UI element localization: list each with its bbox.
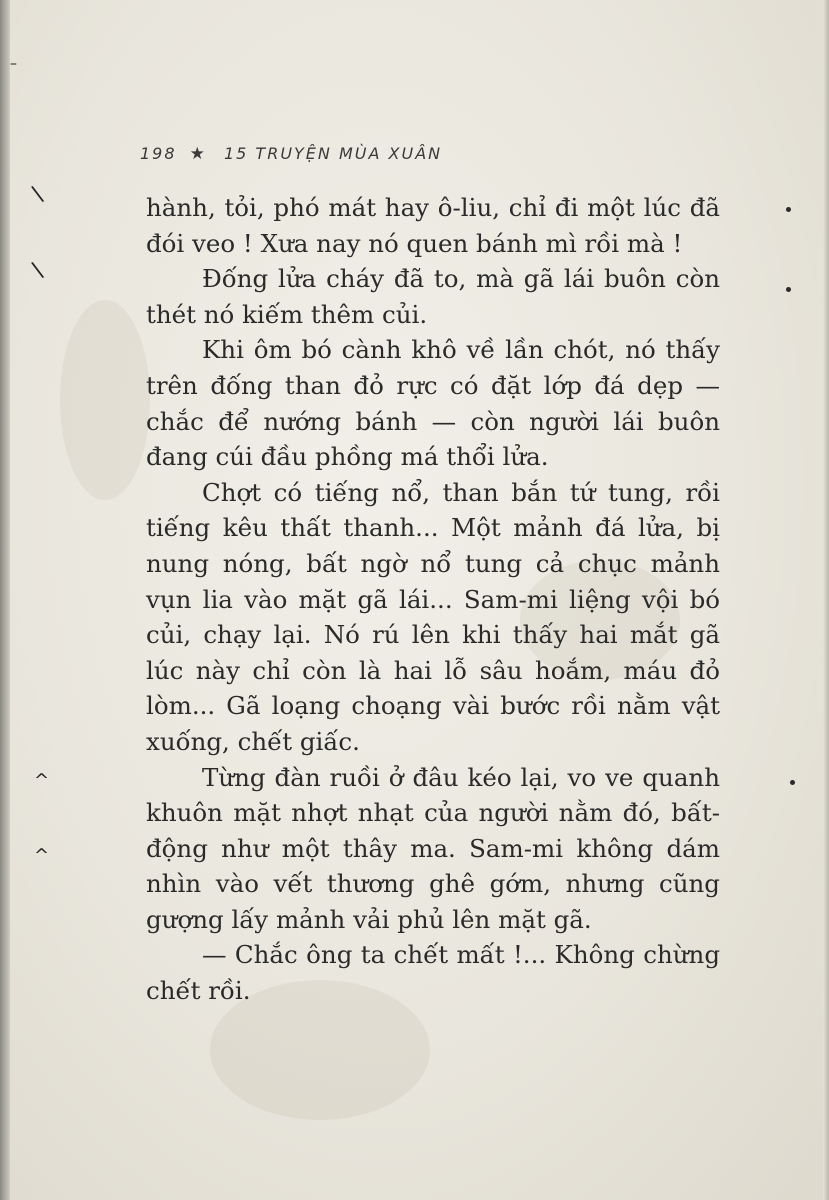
paragraph: — Chắc ông ta chết mất !... Không chừng chết rồi. <box>146 940 720 1006</box>
page-number: 198 <box>140 144 177 163</box>
paragraph: hành, tỏi, phó mát hay ô-liu, chỉ đi một lúc đã đói veo ! Xưa nay nó quen bánh mì rồi mà ! <box>146 193 720 258</box>
book-title: 15 TRUYỆN MÙA XUÂN <box>223 144 443 163</box>
margin-dot <box>786 287 791 292</box>
running-head <box>140 144 442 164</box>
binding-tick-mark: ^ <box>34 845 50 866</box>
margin-dot <box>790 780 795 785</box>
paper-stain <box>60 300 150 500</box>
binding-tick-mark: \ <box>29 181 46 208</box>
page-edge <box>823 0 829 1200</box>
paragraph: Đống lửa cháy đã to, mà gã lái buôn còn thét nó kiếm thêm củi. <box>146 264 720 329</box>
page-spine-shadow <box>0 0 10 1200</box>
star-icon: ★ <box>189 144 207 164</box>
binding-tick-mark: ^ <box>34 770 50 791</box>
paragraph: Khi ôm bó cành khô về lần chót, nó thấy trên đống than đỏ rực có đặt lớp đá dẹp — chắc để nướng bánh — còn người lái buôn đang cúi đầu phồng má thổi lửa. <box>146 335 720 472</box>
margin-dot <box>786 207 791 212</box>
binding-tick-mark: – <box>10 56 17 72</box>
body-text <box>146 190 720 1009</box>
binding-tick-mark: \ <box>29 257 46 284</box>
paragraph: Chợt có tiếng nổ, than bắn tứ tung, rồi tiếng kêu thất thanh... Một mảnh đá lửa, bị nung nóng, bất ngờ nổ tung cả chục mảnh vụn lia vào mặt gã lái... Sam-mi liệng vội bó củi, chạy lại. Nó rú lên khi thấy hai mắt gã lúc này chỉ còn là hai lỗ sâu hoắm, máu đỏ lòm... Gã loạng choạng vài bước rồi nằm vật xuống, chết giấc. <box>146 477 720 756</box>
paragraph: Từng đàn ruồi ở đâu kéo lại, vo ve quanh khuôn mặt nhợt nhạt của người nằm đó, bất-động như một thây ma. Sam-mi không dám nhìn vào vết thương ghê gớm, nhưng cũng gượng lấy mảnh vải phủ lên mặt gã. <box>146 762 720 934</box>
